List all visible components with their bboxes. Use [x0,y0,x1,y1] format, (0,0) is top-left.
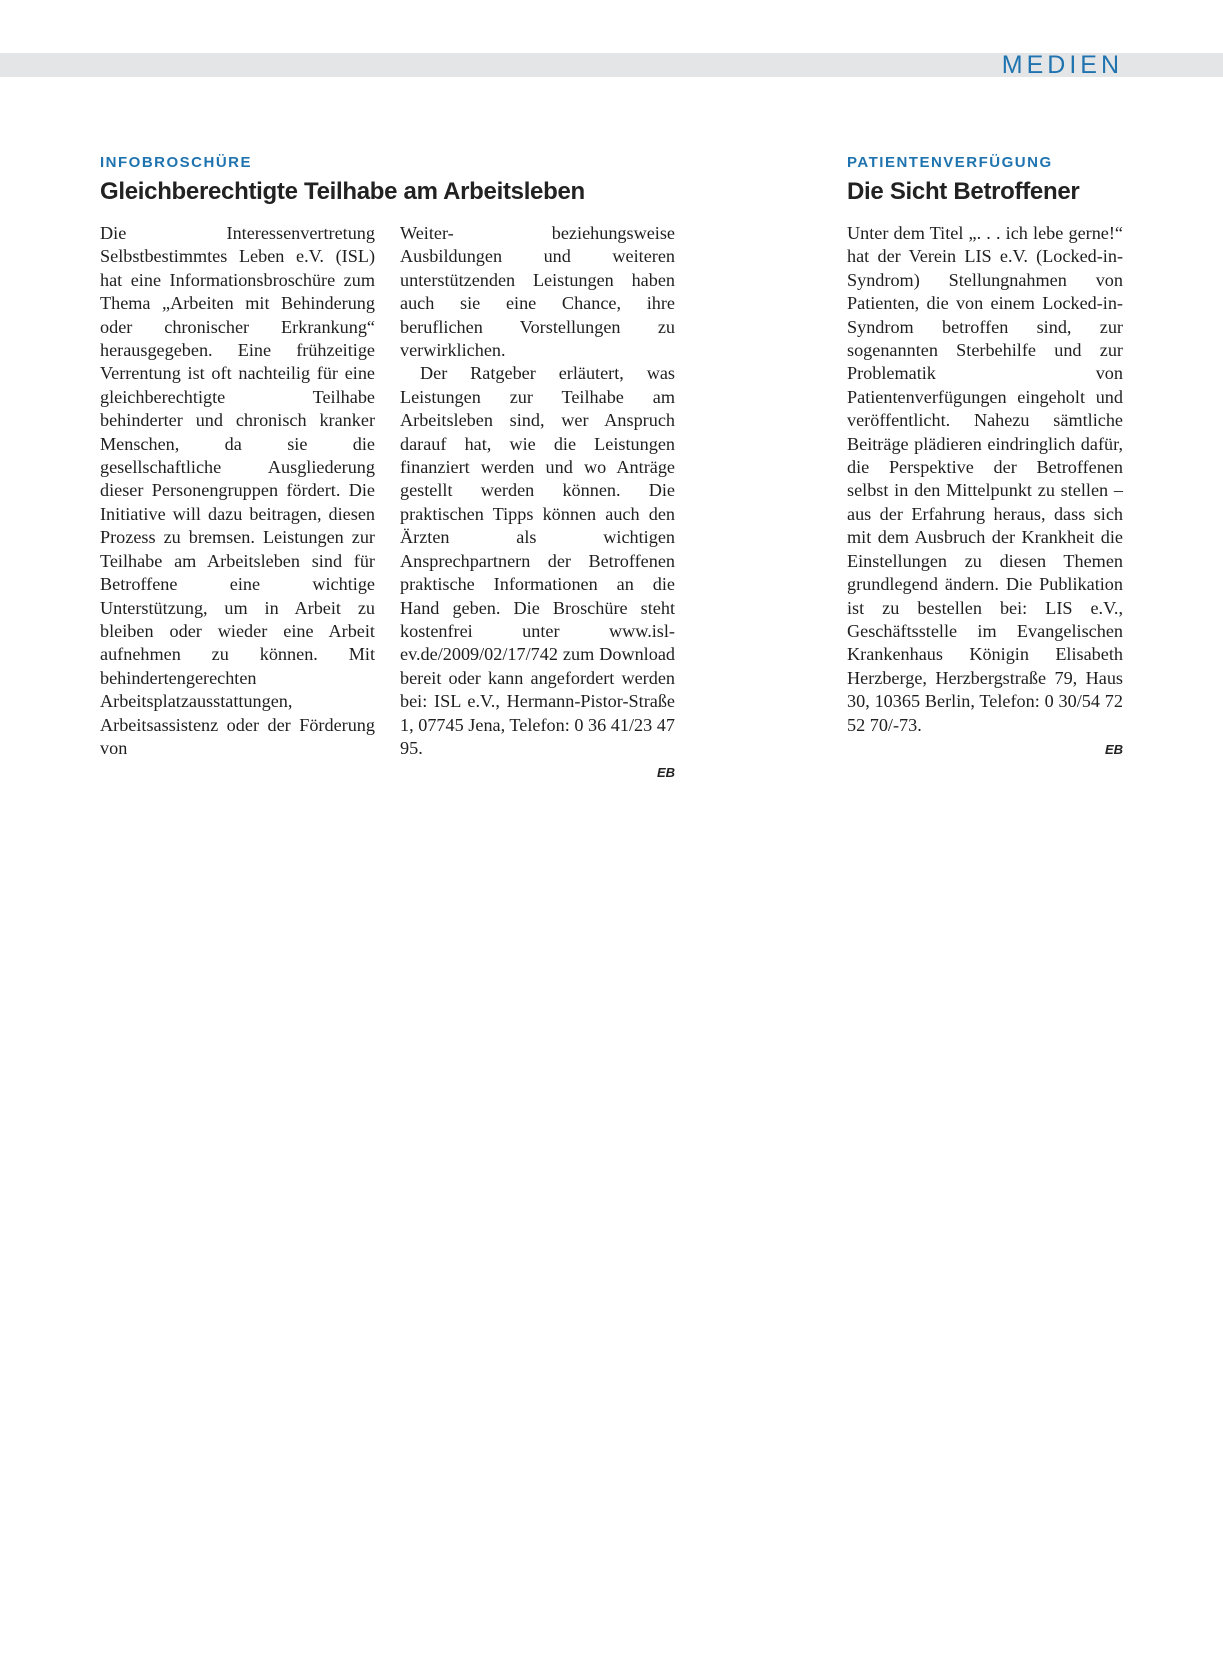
article-headline: Gleichberechtigte Teilhabe am Arbeitsleben [100,178,585,205]
author-byline: EB [1104,741,1123,757]
article-paragraph: Weiter- beziehungsweise Ausbildungen und weiteren unterstützenden Leistungen haben auch sie eine Chance, ihre beruflichen Vorstellungen zu verwirklichen. [400,223,675,361]
article-column-2 [400,222,675,780]
article-kicker: INFOBROSCHÜRE [100,154,253,171]
article-column [847,222,1123,757]
article-headline: Die Sicht Betroffener [847,178,1080,205]
article-patientenverfuegung [847,154,1123,757]
section-label: MEDIEN [1001,51,1123,79]
article-paragraph: Unter dem Titel „. . . ich lebe gerne!“ hat der Verein LIS e.V. (Locked-in-Syndrom) Stellungnahmen von Patienten, die von einem Locked-in-Syndrom betroffen sind, zur sogenannten Sterbehilfe und zur Problematik von Patientenverfügungen eingeholt und veröffentlicht. Nahezu sämtliche Beiträge plädieren eindringlich dafür, die Perspektive der Betroffenen selbst in den Mittelpunkt zu stellen – aus der Erfahrung heraus, dass sich mit dem Ausbruch der Krankheit die Einstellungen zu diesen Themen grundlegend ändern. Die Publikation ist zu bestellen bei: LIS e.V., Geschäftsstelle im Evangelischen Krankenhaus Königin Elisabeth Herzberge, Herzbergstraße 79, Haus 30, 10365 Berlin, Telefon: 0 30/54 72 52 70/-73. [847,223,1123,735]
article-column-1 [100,222,375,780]
article-columns [847,222,1123,757]
article-paragraph: Die Interessenvertretung Selbstbestimmtes Leben e.V. (ISL) hat eine Informationsbroschüre zum Thema „Arbeiten mit Behinderung oder chronischer Erkrankung“ herausgegeben. Eine frühzeitige Verrentung ist oft nachteilig für eine gleichberechtigte Teilhabe behinderter und chronisch kranker Menschen, da sie die gesellschaftliche Ausgliederung dieser Personengruppen fördert. Die Initiative will dazu beitragen, diesen Prozess zu bremsen. Leistungen zur Teilhabe am Arbeitsleben sind für Betroffene eine wichtige Unterstützung, um in Arbeit zu bleiben oder wieder eine Arbeit aufnehmen zu können. Mit behindertengerechten Arbeitsplatzausstattungen, Arbeitsassistenz oder der Förderung von [100,223,375,758]
article-kicker: PATIENTENVERFÜGUNG [847,154,1053,171]
article-paragraph: Der Ratgeber erläutert, was Leistungen zur Teilhabe am Arbeitsleben sind, wer Anspruch darauf hat, wie die Leistungen finanziert werden und wo Anträge gestellt werden können. Die praktischen Tipps können auch den Ärzten als wichtigen Ansprechpartnern der Betroffenen praktische Informationen an die Hand geben. Die Broschüre steht kostenfrei unter www.isl-ev.de/2009/02/17/742 zum Download bereit oder kann angefordert werden bei: ISL e.V., Hermann-Pistor-Straße 1, 07745 Jena, Telefon: 0 36 41/23 47 95. [400,363,675,758]
article-columns [100,222,675,780]
article-infobroschuere [100,154,675,780]
author-byline: EB [656,765,675,781]
